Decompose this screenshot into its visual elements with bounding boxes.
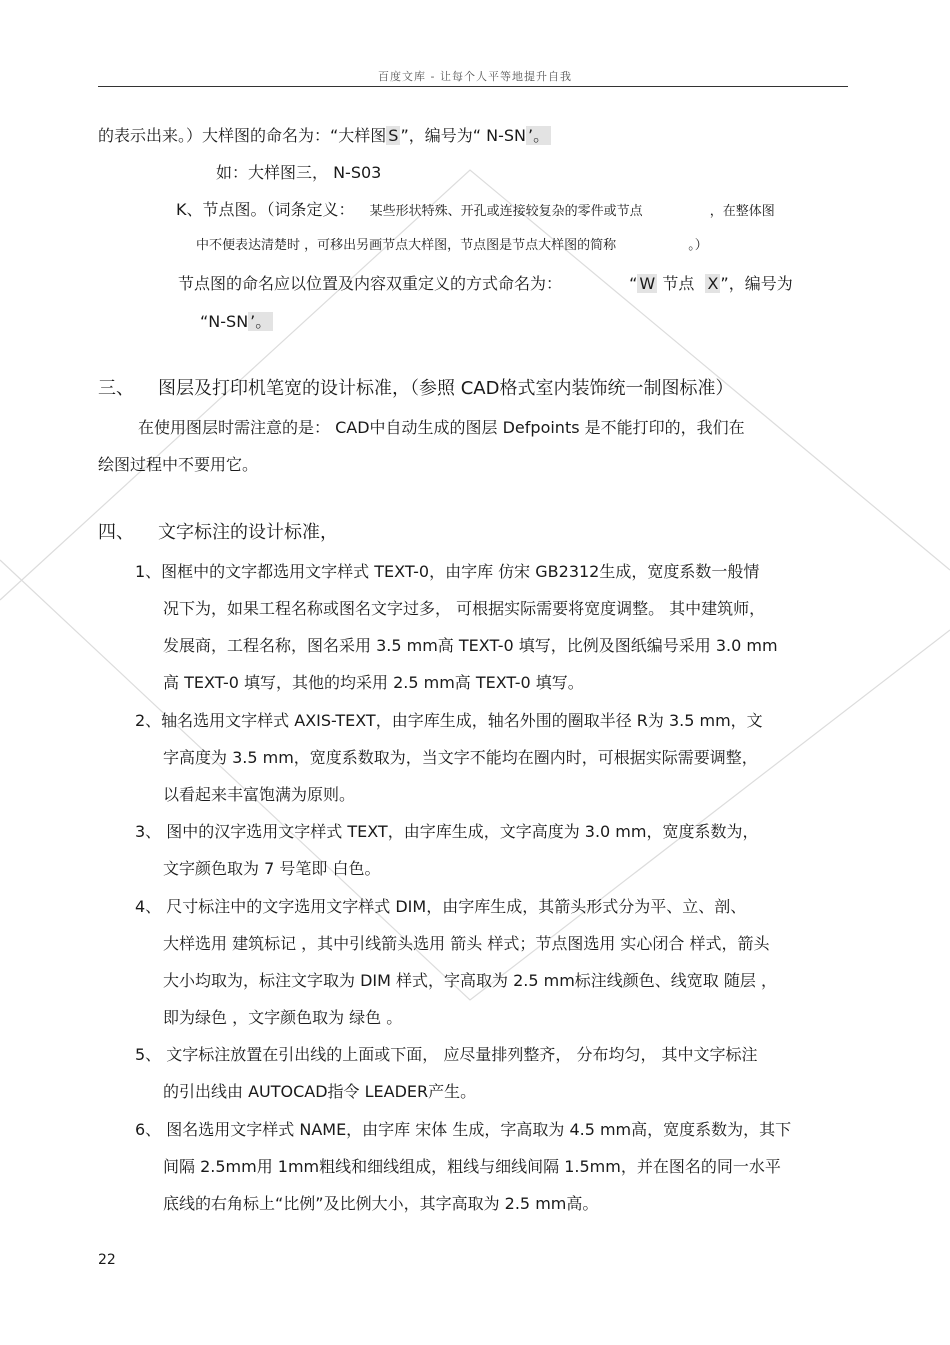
- list-item-3-cont: 文字颜色取为 7 号笔即 白色。: [163, 859, 381, 878]
- list-item-1-cont: 况下为，如果工程名称或图名文字过多， 可根据实际需要将宽度调整。 其中建筑师，: [163, 599, 766, 618]
- section-4-number: 四、: [98, 522, 134, 543]
- text-run: K、节点图。（词条定义：: [176, 200, 355, 219]
- text-run: 节点: [662, 274, 695, 293]
- list-item-5-cont: 的引出线由 AUTOCAD指令 LEADER产生。: [163, 1082, 477, 1101]
- list-item-1-cont: 高 TEXT-0 填写，其他的均采用 2.5 mm高 TEXT-0 填写。: [163, 673, 584, 692]
- highlighted-text: X: [707, 274, 719, 293]
- section-3-paragraph: 在使用图层时需注意的是： CAD中自动生成的图层 Defpoints 是不能打印的，我们在: [138, 418, 745, 437]
- highlighted-text: ’。: [250, 312, 272, 331]
- section-3-number: 三、: [98, 378, 134, 399]
- section-3-heading: 图层及打印机笔宽的设计标准，（参照 CAD格式室内装饰统一制图标准）: [158, 378, 734, 399]
- text-run: ”，编号为“ N-SN: [400, 126, 526, 145]
- text-run: ”，编号为: [720, 274, 793, 293]
- list-item-3: 3、 图中的汉字选用文字样式 TEXT，由字库生成，文字高度为 3.0 mm，宽度系数为，: [135, 822, 759, 841]
- definition-text: ，在整体图: [709, 204, 775, 219]
- text-run: “: [629, 274, 638, 293]
- list-item-1: 1、图框中的文字都选用文字样式 TEXT-0，由字库 仿宋 GB2312生成，宽度系数一般情: [135, 562, 760, 581]
- list-item-4-cont: 大小均取为，标注文字取为 DIM 样式，字高取为 2.5 mm标注线颜色、线宽取 随层 ，: [163, 971, 777, 990]
- node-naming-line: [178, 274, 793, 294]
- list-item-6-cont: 底线的右角标上“比例”及比例大小，其字高取为 2.5 mm高。: [163, 1194, 599, 1213]
- node-definition-line-2: [196, 236, 708, 256]
- list-item-1-cont: 发展商，工程名称，图名采用 3.5 mm高 TEXT-0 填写，比例及图纸编号采用 3.0 mm: [163, 636, 778, 655]
- section-4-heading: 文字标注的设计标准，: [158, 522, 338, 543]
- definition-text: 。）: [688, 238, 708, 253]
- text-run: “N-SN: [200, 312, 249, 331]
- highlighted-text: ’。: [528, 126, 550, 145]
- list-item-4: 4、 尺寸标注中的文字选用文字样式 DIM，由字库生成，其箭头形式分为平、立、剖、: [135, 897, 747, 916]
- text-run: 的表示出来。）大样图的命名为：“大样图: [98, 126, 387, 145]
- list-item-2: 2、轴名选用文字样式 AXIS-TEXT，由字库生成，轴名外围的圈取半径 R为 3.5 mm，文: [135, 711, 763, 730]
- header-divider: [98, 86, 848, 87]
- list-item-2-cont: 字高度为 3.5 mm，宽度系数取为，当文字不能均在圈内时，可根据实际需要调整，: [163, 748, 758, 767]
- naming-line-1: [98, 126, 551, 146]
- node-definition-line: [176, 200, 775, 222]
- page-number: 22: [98, 1252, 116, 1268]
- highlighted-text: S: [388, 126, 399, 145]
- definition-text: 某些形状特殊、开孔或连接较复杂的零件或节点: [369, 204, 643, 219]
- node-number-line: [200, 312, 273, 332]
- text-run: 节点图的命名应以位置及内容双重定义的方式命名为：: [178, 274, 563, 293]
- example-line: 如：大样图三， N-S03: [216, 163, 382, 182]
- list-item-5: 5、 文字标注放置在引出线的上面或下面， 应尽量排列整齐， 分布均匀， 其中文字标注: [135, 1045, 758, 1064]
- page-header: 百度文库 - 让每个人平等地提升自我: [378, 70, 572, 83]
- list-item-6-cont: 间隔 2.5mm用 1mm粗线和细线组成，粗线与细线间隔 1.5mm，并在图名的同一水平: [163, 1157, 781, 1176]
- definition-text: 中不便表达清楚时 ，可移出另画节点大样图，节点图是节点大样图的简称: [196, 238, 617, 253]
- list-item-6: 6、 图名选用文字样式 NAME，由字库 宋体 生成，字高取为 4.5 mm高，宽度系数为，其下: [135, 1120, 792, 1139]
- list-item-2-cont: 以看起来丰富饱满为原则。: [163, 785, 356, 804]
- highlighted-text: W: [639, 274, 656, 293]
- section-3-paragraph: 绘图过程中不要用它。: [98, 455, 259, 474]
- list-item-4-cont: 即为绿色 ，文字颜色取为 绿色 。: [163, 1008, 403, 1027]
- list-item-4-cont: 大样选用 建筑标记 ，其中引线箭头选用 箭头 样式；节点图选用 实心闭合 样式，箭头: [163, 934, 770, 953]
